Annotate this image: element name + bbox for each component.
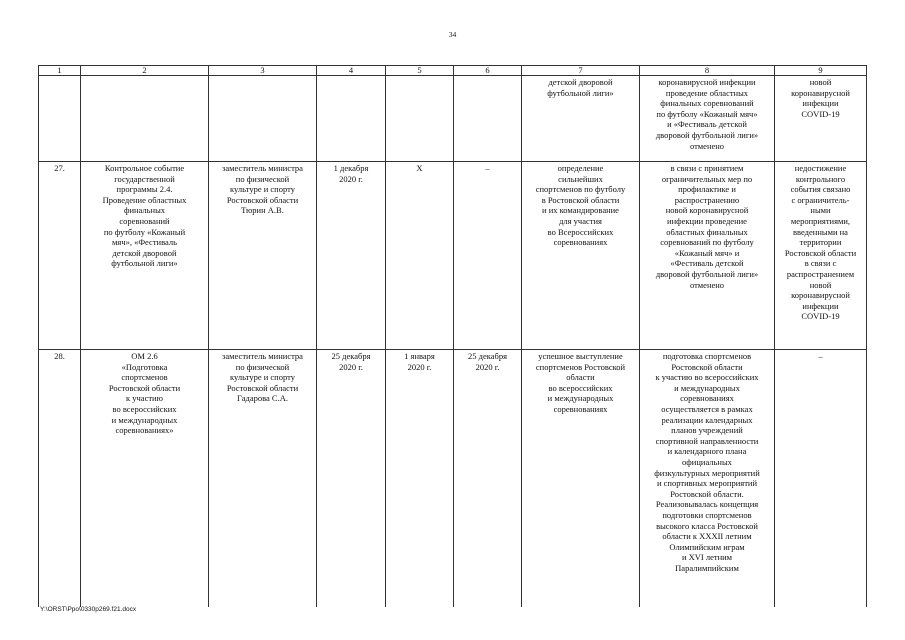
column-header: 6 (454, 66, 522, 76)
implementation-status: в связи с принятием ограничительных мер по профилактике и распространению новой коронавирусной инфекции проведение областных финальных соревнований по футболу «Кожаный мяч» и «Фестиваль детской дворовой футбольной лиги» отменено (640, 162, 775, 350)
actual-start-date: 1 января 2020 г. (386, 350, 454, 608)
deviation-reason: новой коронавирусной инфекции COVID-19 (775, 76, 867, 162)
responsible-person: заместитель министра по физической культуре и спорту Ростовской области Тюрин А.В. (209, 162, 317, 350)
planned-date: 1 декабря 2020 г. (317, 162, 386, 350)
deviation-reason: недостижение контрольного события связано с ограничитель- ными мероприятиями, введенными на территории Ростовской области в связи с распространением новой коронавирусной инфекции COVID-19 (775, 162, 867, 350)
column-header: 9 (775, 66, 867, 76)
column-header: 2 (81, 66, 209, 76)
column-header: 3 (209, 66, 317, 76)
actual-end-date: 25 декабря 2020 г. (454, 350, 522, 608)
event-name: ОМ 2.6 «Подготовка спортсменов Ростовской области к участию во всероссийских и международных соревнованиях» (81, 350, 209, 608)
expected-result: успешное выступление спортсменов Ростовской области во всероссийских и международных соревнованиях (522, 350, 640, 608)
actual-end-date: – (454, 162, 522, 350)
event-name: Контрольное событие государственной программы 2.4. Проведение областных финальных соревнований по футболу «Кожаный мяч», «Фестиваль детской дворовой футбольной лиги» (81, 162, 209, 350)
implementation-status: подготовка спортсменов Ростовской области к участию во всероссийских и международных соревнованиях осуществляется в рамках реализации календарных планов учреждений спортивной направленности и календарного плана официальных физкультурных мероприятий и спортивных мероприятий Ростовской области. Реализовывалась концепция подготовки спортсменов высокого класса Ростовской области к XXXII летним Олимпийским играм и XVI летним Паралимпийским (640, 350, 775, 608)
event-name (81, 76, 209, 162)
row-number: 28. (39, 350, 81, 608)
page-number: 34 (448, 30, 457, 39)
footer-file-path: Y:\ORST\Ppo\0330p269.f21.docx (40, 606, 137, 613)
table-header-row (39, 66, 867, 76)
column-header: 8 (640, 66, 775, 76)
table-row (39, 350, 867, 608)
actual-end-date (454, 76, 522, 162)
table-row (39, 76, 867, 162)
planned-date: 25 декабря 2020 г. (317, 350, 386, 608)
actual-start-date (386, 76, 454, 162)
column-header: 4 (317, 66, 386, 76)
column-header: 1 (39, 66, 81, 76)
column-header: 5 (386, 66, 454, 76)
row-number (39, 76, 81, 162)
deviation-reason: – (775, 350, 867, 608)
responsible-person (209, 76, 317, 162)
planned-date (317, 76, 386, 162)
expected-result: определение сильнейших спортсменов по футболу в Ростовской области и их командирование для участия во Всероссийских соревнованиях (522, 162, 640, 350)
report-table (38, 65, 867, 607)
expected-result: детской дворовой футбольной лиги» (522, 76, 640, 162)
table-row (39, 162, 867, 350)
row-number: 27. (39, 162, 81, 350)
implementation-status: коронавирусной инфекции проведение областных финальных соревнований по футболу «Кожаный мяч» и «Фестиваль детской дворовой футбольной лиги» отменено (640, 76, 775, 162)
column-header: 7 (522, 66, 640, 76)
actual-start-date: Х (386, 162, 454, 350)
responsible-person: заместитель министра по физической культуре и спорту Ростовской области Гадарова С.А. (209, 350, 317, 608)
